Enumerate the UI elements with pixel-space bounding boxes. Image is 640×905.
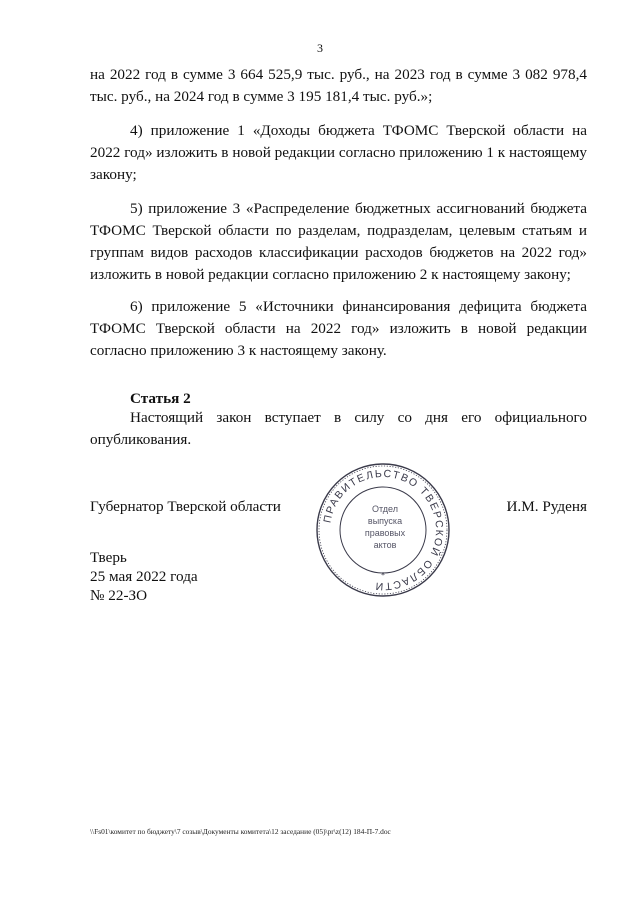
page-number: 3 — [317, 41, 323, 55]
continuation-paragraph: на 2022 год в сумме 3 664 525,9 тыс. руб., на 2023 год в сумме 3 082 978,4 тыс. руб., на 2024 год в сумме 3 195 181,4 тыс. руб.»; — [90, 66, 587, 105]
law-number: № 22-ЗО — [90, 587, 148, 604]
seal-center-line: актов — [373, 540, 397, 550]
file-path: \\Fs01\комитет по бюджету\7 созыв\Документы комитета\12 заседание (05)\pr\z(12) 184-П-7.doc — [90, 827, 391, 836]
governor-name: И.М. Руденя — [506, 498, 587, 515]
seal-ring-text: ПРАВИТЕЛЬСТВО ТВЕРСКОЙ ОБЛАСТИ — [321, 467, 446, 593]
signing-city: Тверь — [90, 549, 127, 566]
amendment-item-5: 5) приложение 3 «Распределение бюджетных ассигнований бюджета ТФОМС Тверской области по разделам, подразделам, целевым статьям и группам видов расходов классификации расходов бюджетов на 2022 год» изложить в новой редакции согласно приложению 2 к настоящему закону; — [90, 200, 587, 283]
governor-title: Губернатор Тверской области — [90, 498, 281, 515]
svg-text:*: * — [381, 571, 385, 580]
seal-center-line: правовых — [364, 528, 406, 538]
official-seal — [313, 460, 453, 600]
seal-center-line: выпуска — [367, 516, 403, 526]
amendment-item-6: 6) приложение 5 «Источники финансирования дефицита бюджета ТФОМС Тверской области на 2022 год» изложить в новой редакции согласно приложению 3 к настоящему закону. — [90, 298, 587, 359]
article-heading: Статья 2 — [130, 390, 191, 407]
signing-date: 25 мая 2022 года — [90, 568, 198, 585]
article-text: Настоящий закон вступает в силу со дня его официального опубликования. — [90, 409, 587, 448]
amendment-item-4: 4) приложение 1 «Доходы бюджета ТФОМС Тверской области на 2022 год» изложить в новой редакции согласно приложению 1 к настоящему закону; — [90, 122, 587, 183]
seal-center-line: Отдел — [371, 504, 399, 514]
